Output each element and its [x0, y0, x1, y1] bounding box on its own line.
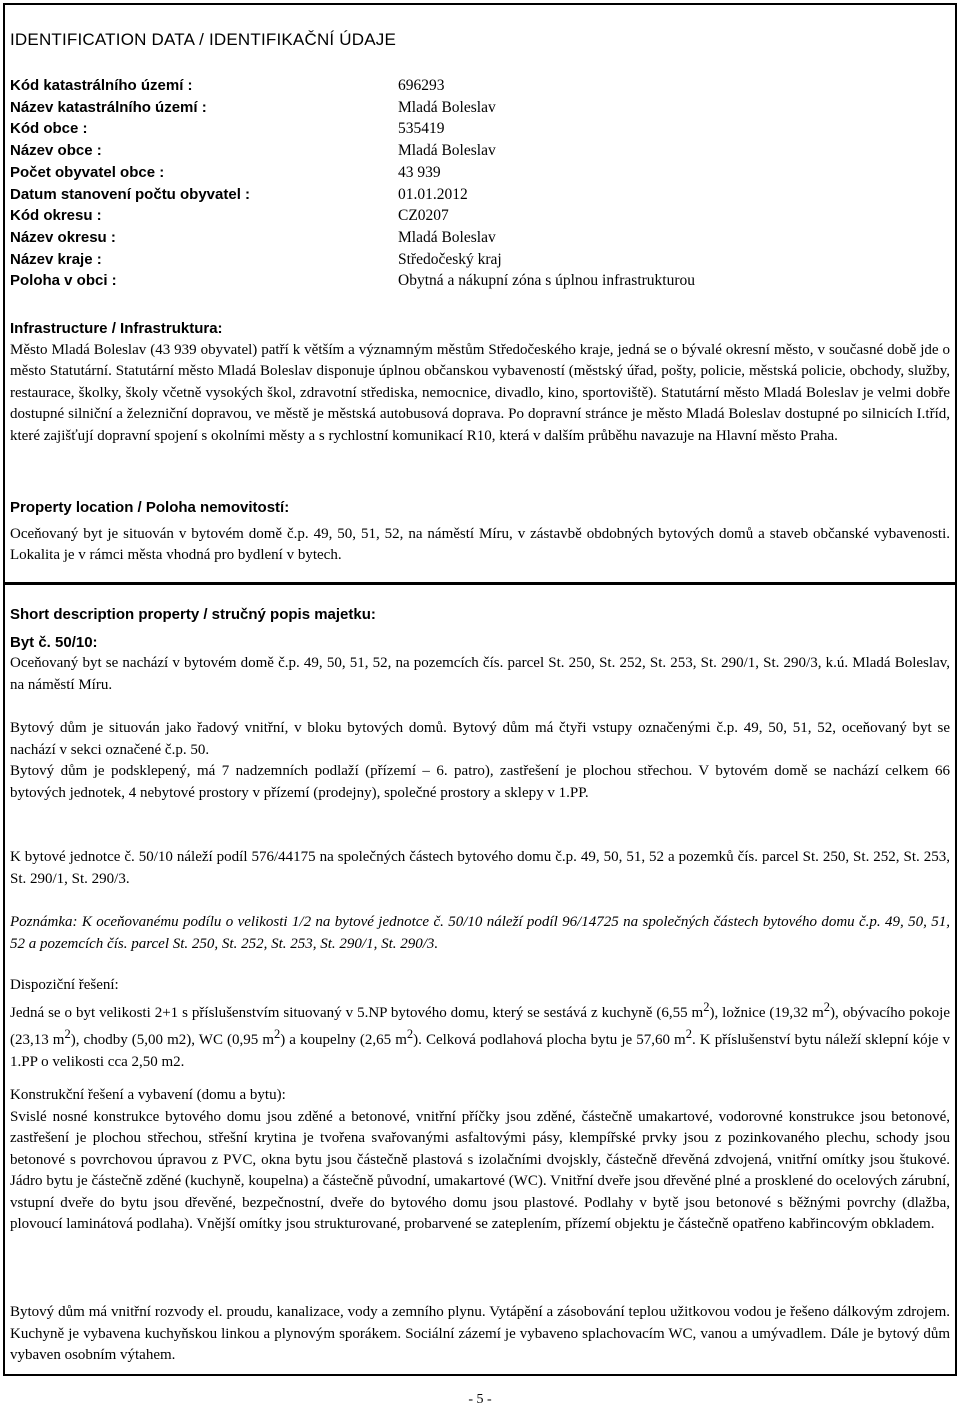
share-text: K bytové jednotce č. 50/10 náleží podíl 576/44175 na společných částech bytového domu č.p. 49, 50, 51, 52 a pozemků čís. parcel St. 250, St. 252, St. 253, St. 290/1, St. 290/3.	[10, 849, 950, 887]
identification-table	[10, 75, 950, 292]
utilities-section	[10, 1302, 950, 1367]
ident-value: Mladá Boleslav	[398, 228, 496, 246]
ident-value: Mladá Boleslav	[398, 98, 496, 116]
ident-label: Název kraje :	[10, 250, 102, 268]
ident-label: Kód katastrálního území :	[10, 77, 193, 95]
construction-text: Svislé nosné konstrukce bytového domu jsou zděné a betonové, vnitřní příčky jsou zděné, částečně umakartové, vodorovné konstrukce jsou betonové, zastřešení je plochou střechou, střešní krytina je tvořena svařovanými asfaltovými pásy, klempířské prvky jsou z pozinkovaného plechu, schody jsou betonové s povrchovou úpravou z PVC, okna bytu jsou částečně plastová s izolačními dvojskly, částečně dřevěná zdvojená, vnitřní omítky jsou štukové. Jádro bytu je částečně zděné (kuchyně, koupelna) a částečně původní, umakartové (WC). Vnitřní dveře jsou dřevěné plné a prosklené do ocelových zárubní, vstupní dveře do bytu jsou dřevěné, bezpečnostní, dveře do bytového domu jsou plastové. Podlahy v bytě jsou betonové s běžnými povrchy (dlažba, plovoucí laminátová podlaha). Vnější omítky jsou strukturované, probarvené se zateplením, přízemí objektu je částečně opatřeno kabřincovým obkladem.	[10, 1108, 950, 1232]
short-description-heading: Short description property / stručný popis majetku:	[10, 606, 376, 623]
construction-heading: Konstrukční řešení a vybavení (domu a bytu):	[10, 1087, 286, 1103]
building-position-text: Bytový dům je situován jako řadový vnitřní, v bloku bytových domů. Bytový dům má čtyři vstupy označenými č.p. 49, 50, 51, 52, oceňovaný byt se nachází v sekci označené č.p. 50.	[10, 720, 950, 758]
ident-value: CZ0207	[398, 207, 449, 225]
ident-row	[10, 162, 950, 184]
infrastructure-section	[10, 318, 950, 447]
building-floors-text: Bytový dům je podsklepený, má 7 nadzemních podlaží (přízemí – 6. patro), zastřešení je plochou střechou. V bytovém domě se nachází celkem 66 bytových jednotek, 4 nebytové prostory v přízemí (prodejny), společné prostory a sklepy v 1.PP.	[10, 763, 950, 801]
share-section	[10, 847, 950, 890]
infrastructure-text: Město Mladá Boleslav (43 939 obyvatel) patří k větším a významným městům Středočeského kraje, jedná se o bývalé okresní město, v současné době jde o město Statutární. Statutární město Mladá Boleslav disponuje úplnou občanskou vybaveností (městský úřad, pošty, policie, městská policie, obchody, služby, restaurace, školky, školy včetně vysokých škol, zdravotní střediska, nemocnice, divadlo, kino, sportoviště). Statutární město Mladá Boleslav je velmi dobře dostupné silniční a železniční dopravou, ve městě je městská autobusová doprava. Po dopravní stránce je město Mladá Boleslav dostupné po silnicích I.tříd, které zajišťují dopravní spojení s okolními městy a s rychlostní komunikací R10, která v dalším průběhu navazuje na Hlavní město Praha.	[10, 341, 950, 444]
ident-value: Mladá Boleslav	[398, 142, 496, 160]
layout-text: Jedná se o byt velikosti 2+1 s příslušenstvím situovaný v 5.NP bytového domu, který se sestává z kuchyně (6,55 $m^2$), ložnice (19,32 $m^2$), obývacího pokoje (23,13 $m^2$), chodby (5,00 m2), WC (0,95 $m^2$) a koupelny (2,65 $m^2$). Celková podlahová plocha bytu je 57,60 $m^2$. K příslušenství bytu náleží sklepní kóje v 1.PP o velikosti cca 2,50 m2.	[10, 999, 950, 1070]
short-description-section	[10, 604, 950, 696]
unit-location-text: Oceňovaný byt se nachází v bytovém domě č.p. 49, 50, 51, 52, na pozemcích čís. parcel St. 250, St. 252, St. 253, St. 290/1, St. 290/3, k.ú. Mladá Boleslav, na náměstí Míru.	[10, 655, 950, 693]
ident-row	[10, 270, 950, 292]
ident-value: 696293	[398, 77, 445, 95]
layout-heading: Dispoziční řešení:	[10, 977, 119, 993]
ident-row	[10, 75, 950, 97]
ident-value: 43 939	[398, 163, 441, 181]
infrastructure-heading: Infrastructure / Infrastruktura:	[10, 320, 223, 337]
ident-value: Středočeský kraj	[398, 250, 502, 268]
ident-row	[10, 97, 950, 119]
ident-row	[10, 227, 950, 249]
ident-label: Poloha v obci :	[10, 272, 117, 290]
ident-row	[10, 183, 950, 205]
location-text: Oceňovaný byt je situován v bytovém domě č.p. 49, 50, 51, 52, na náměstí Míru, v zástavbě obdobných bytových domů a staveb občanské vybavenosti. Lokalita je v rámci města vhodná pro bydlení v bytech.	[10, 525, 950, 563]
ident-label: Název okresu :	[10, 228, 116, 246]
unit-heading: Byt č. 50/10:	[10, 633, 98, 651]
ident-label: Kód obce :	[10, 120, 88, 138]
section-divider	[3, 582, 957, 585]
location-heading: Property location / Poloha nemovitostí:	[10, 499, 290, 516]
note-section	[10, 912, 950, 955]
ident-row	[10, 118, 950, 140]
ident-value: 01.01.2012	[398, 185, 468, 203]
location-section	[10, 497, 950, 567]
note-text: Poznámka: K oceňovanému podílu o velikosti 1/2 na bytové jednotce č. 50/10 náleží podíl 96/14725 na společných částech bytového domu č.p. 49, 50, 51, 52 a pozemcích čís. parcel St. 250, St. 252, St. 253, St. 290/1, St. 290/3.	[10, 914, 950, 952]
ident-row	[10, 205, 950, 227]
ident-label: Název obce :	[10, 142, 102, 160]
layout-section	[10, 975, 950, 1073]
ident-label: Datum stanovení počtu obyvatel :	[10, 185, 251, 203]
ident-value: 535419	[398, 120, 445, 138]
ident-value: Obytná a nákupní zóna s úplnou infrastrukturou	[398, 272, 696, 290]
ident-label: Počet obyvatel obce :	[10, 163, 165, 181]
ident-label: Kód okresu :	[10, 207, 102, 225]
page-title: IDENTIFICATION DATA / IDENTIFIKAČNÍ ÚDAJE	[10, 30, 397, 49]
page-number: - 5 -	[468, 1392, 492, 1407]
construction-section	[10, 1085, 950, 1236]
ident-row	[10, 249, 950, 271]
building-section	[10, 718, 950, 804]
utilities-text: Bytový dům má vnitřní rozvody el. proudu, kanalizace, vody a zemního plynu. Vytápění a zásobování teplou užitkovou vodou je řešeno dálkovým zdrojem. Kuchyně je vybavena kuchyňskou linkou a plynovým sporákem. Sociální zázemí je vybaveno splachovacím WC, vanou a umývadlem. Dále je bytový dům vybaven osobním výtahem.	[10, 1304, 950, 1363]
ident-label: Název katastrálního území :	[10, 98, 207, 116]
ident-row	[10, 140, 950, 162]
